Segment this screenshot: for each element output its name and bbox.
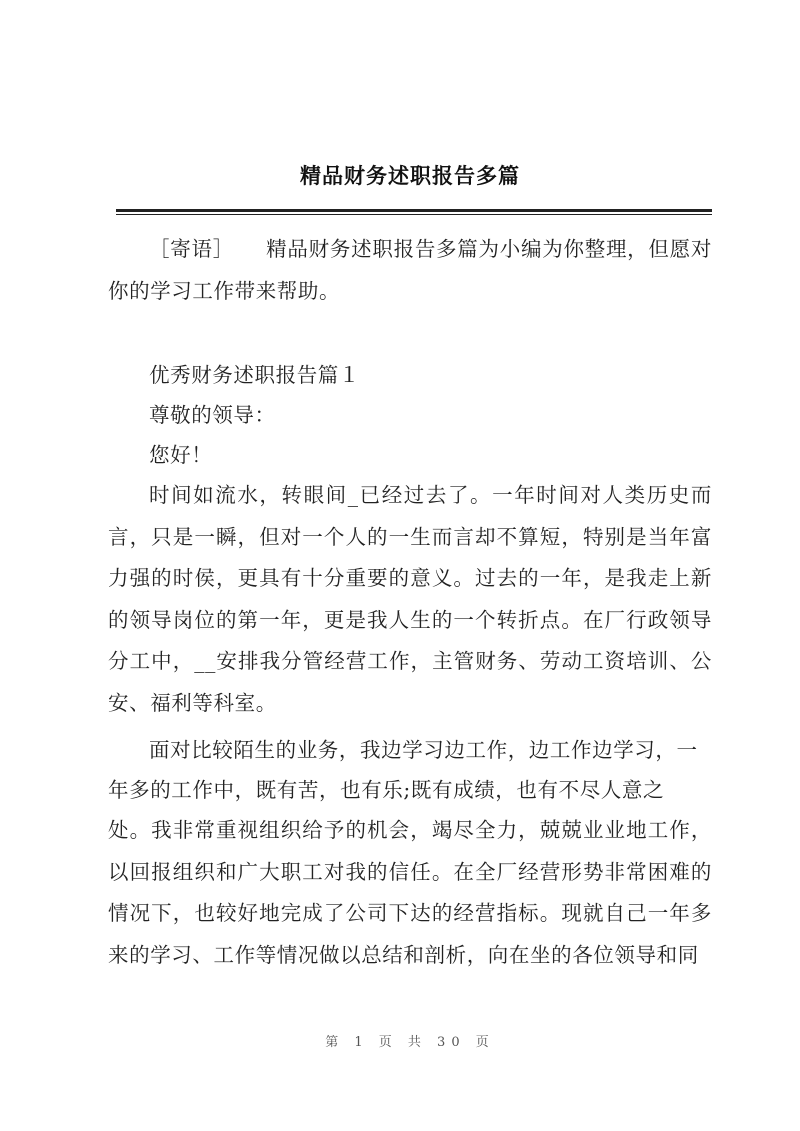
title-divider-thick xyxy=(116,209,712,212)
title-divider-thin xyxy=(116,214,712,215)
greeting: 您好！ xyxy=(149,443,213,467)
section-heading: 优秀财务述职报告篇１ xyxy=(149,363,360,387)
body-paragraph-1: 时间如流水，转眼间_已经过去了。一年时间对人类历史而言，只是一瞬，但对一个人的一生而言却不算短，特别是当年富力强的时侯，更具有十分重要的意义。过去的一年，是我走上新的领导岗位的第一年，更是我人生的一个转折点。在厂行政领导分工中，__安排我分管经营工作，主管财务、劳动工资培训、公安、福利等科室。 xyxy=(108,483,712,715)
salutation: 尊敬的领导： xyxy=(149,403,276,427)
page-number-footer: 第 1 页 共 30 页 xyxy=(325,1035,495,1050)
body-paragraph-2-continued: 处。我非常重视组织给予的机会，竭尽全力，兢兢业业地工作，以回报组织和广大职工对我的信任。在全厂经营形势非常困难的情况下，也较好地完成了公司下达的经营指标。现就自己一年多来的学习、工作等情况做以总结和剖析，向在坐的各位领导和同 xyxy=(108,818,712,967)
body-paragraph-2-line-1: 面对比较陌生的业务，我边学习边工作，边工作边学习，一 xyxy=(149,738,698,762)
body-paragraph-2-line-2: 年多的工作中，既有苦，也有乐;既有成绩，也有不尽人意之 xyxy=(108,778,665,802)
document-title: 精品财务述职报告多篇 xyxy=(300,164,520,188)
preface-paragraph: ［寄语］ 精品财务述职报告多篇为小编为你整理，但愿对你的学习工作带来帮助。 xyxy=(108,237,712,303)
